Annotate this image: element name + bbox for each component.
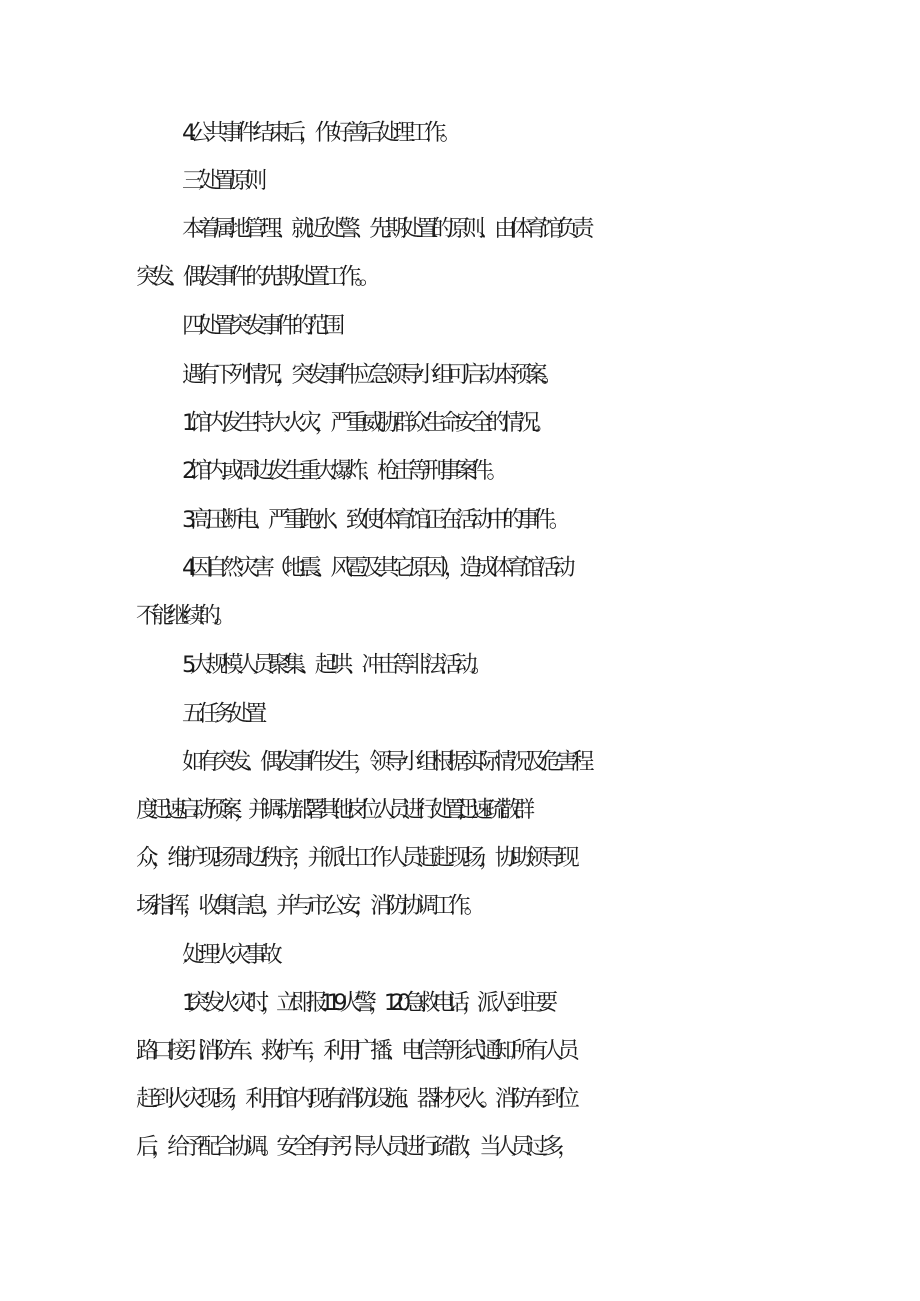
list-item: 2 .馆内或周边发生重大爆炸、枪击等刑事案件。 [182, 458, 502, 484]
section-heading: .处理火灾事故 [182, 942, 276, 968]
list-item: 1 .馆内发生特大火灾，严重威胁群众生命安全的情况。 [182, 410, 549, 436]
paragraph-line: 本着属地管理、就近处警、先期处置的原则、由体育馆负责 [182, 216, 588, 242]
list-item: 3 .高压断电、严重跑水、致使体育馆正在活动中的事件。 [182, 507, 565, 533]
paragraph-line: 不能继续的。 [136, 603, 230, 629]
paragraph-line: 度迅速启动预案，并调动部署其他岗位人员进行处置,迅速疏散群 [136, 797, 527, 823]
paragraph-line: 后，给予配合协调。安全有序引导人员进行疏散，当人员过多， [136, 1134, 573, 1160]
paragraph-line: 4 .公共事件结束后，作好善后处理工作。 [182, 120, 456, 146]
paragraph-line: 突发、偶发事件的先期处置工作。。 [136, 264, 375, 290]
list-item: 5 .大规模人员聚集、起哄、冲击等非法活动。 [182, 652, 487, 678]
list-item: 4 .因自然灾害（地震、风雹及其它原因），造成体育馆活动 [182, 555, 569, 581]
list-item: 1.突发火灾时，立即报119火警，120急救电话，派人到主要 [182, 990, 551, 1016]
paragraph-line: 场指挥，收集信息，并与市公安，消防协调工作。 [136, 893, 480, 919]
paragraph-line: 众，维护现场周边秩序，并派出工作人员赶赴现场，协助领导现 [136, 845, 573, 871]
section-heading: 四 .处置突发事件的范围 [182, 313, 339, 339]
paragraph-line: 遇有下列情况，突发事件应急领导小组可启动本预案。 [182, 362, 557, 388]
section-heading: 五 .任务处置 [182, 701, 261, 727]
section-heading: 三 .处置原则 [182, 168, 261, 194]
paragraph-line: 路口接引消防车、救护车，利用广播、电信等形式通知所有人员 [136, 1038, 573, 1064]
paragraph-line: 如有突发、偶发事件发生，领导小组根据实际情况及危害程 [182, 749, 588, 775]
paragraph-line: 赶到火灾现场，利用馆内现有消防设施、器材灭火。消防车到位 [136, 1086, 573, 1112]
